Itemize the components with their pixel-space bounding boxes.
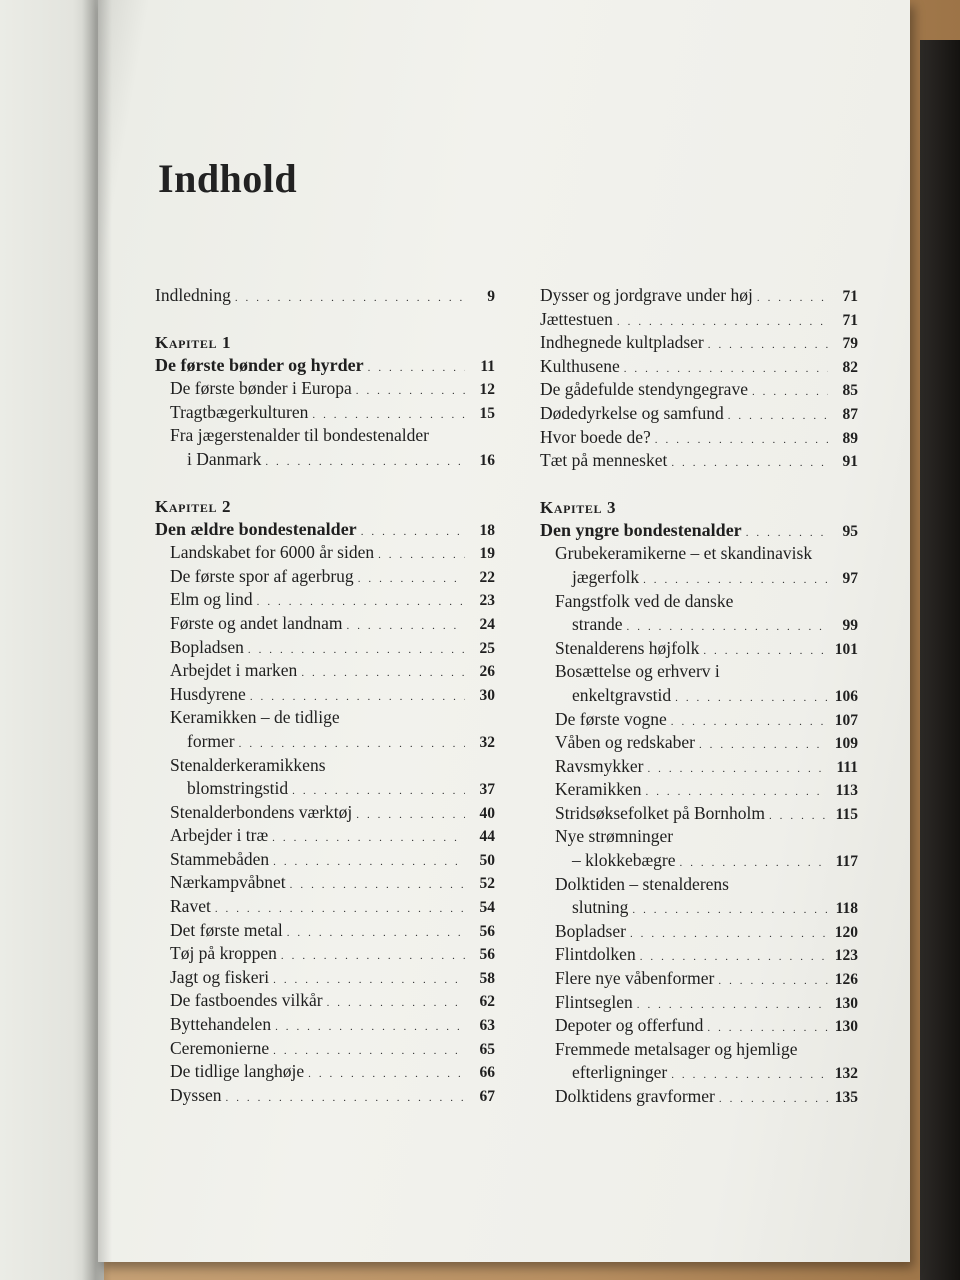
toc-entry: [155, 612, 495, 636]
toc-entry-label: Arbejdet i marken: [170, 660, 298, 681]
dot-leader: [347, 615, 465, 639]
toc-entry: [155, 824, 495, 848]
toc-entry-label: Bopladsen: [170, 636, 244, 657]
toc-entry: [155, 989, 495, 1013]
toc-page-number: 97: [842, 569, 858, 587]
dot-leader: [308, 1063, 465, 1087]
toc-entry: [540, 613, 858, 637]
toc-entry: [155, 895, 495, 919]
toc-entry: [155, 966, 495, 990]
dot-leader: [235, 287, 465, 311]
chapter-heading-kapitel-1: Kapitel 1: [155, 332, 232, 352]
toc-entry-label: slutning: [572, 897, 629, 918]
toc-entry: [155, 448, 495, 472]
dot-leader: [265, 451, 465, 475]
toc-entry-label: Landskabet for 6000 år siden: [170, 542, 375, 563]
toc-entry: [155, 754, 495, 778]
toc-page-number: 63: [479, 1017, 495, 1035]
toc-page-number: 87: [842, 405, 858, 423]
toc-page-number: 79: [842, 335, 858, 353]
toc-entry-label: Stenalderens højfolk: [555, 637, 700, 658]
toc-entry: [155, 659, 495, 683]
section-gap: [155, 308, 495, 332]
toc-entry-label: De første vogne: [555, 708, 667, 729]
toc-entry-label: former: [187, 730, 235, 751]
toc-page-number: 25: [479, 639, 495, 657]
toc-entry-label: Tæt på mennesket: [540, 450, 668, 471]
toc-entry: [155, 424, 495, 448]
section-gap: [540, 473, 858, 497]
toc-entry-label: Ceremonierne: [170, 1037, 270, 1058]
toc-page-number: 67: [479, 1087, 495, 1105]
toc-page-number: 11: [480, 357, 495, 375]
toc-entry: [540, 378, 858, 402]
toc-entry: [155, 377, 495, 401]
toc-entry-label: Den yngre bondestenalder: [540, 519, 742, 540]
toc-entry: [540, 637, 858, 661]
toc-entry-label: enkeltgravstid: [572, 684, 672, 705]
dot-leader: [290, 874, 465, 898]
toc-entry-label: Kulthusene: [540, 355, 620, 376]
toc-entry-label: Den ældre bondestenalder: [155, 518, 357, 539]
toc-page-number: 18: [479, 521, 495, 539]
toc-entry-label: Ravsmykker: [555, 755, 644, 776]
toc-page-number: 115: [835, 805, 858, 823]
toc-entry-label: Bosættelse og erhverv i: [555, 661, 720, 682]
toc-entry: [155, 588, 495, 612]
toc-entry-label: Hvor boede de?: [540, 426, 651, 447]
toc-page-number: 44: [479, 828, 495, 846]
toc-page-number: 91: [842, 453, 858, 471]
toc-entry: [540, 731, 858, 755]
toc-page-number: 117: [835, 853, 858, 871]
toc-page-number: 65: [479, 1040, 495, 1058]
toc-page-number: 71: [842, 311, 858, 329]
toc-entry-label: Arbejder i træ: [170, 825, 269, 846]
dot-leader: [361, 521, 465, 545]
dot-leader: [699, 734, 828, 758]
toc-entry-label: Nærkampvåbnet: [170, 872, 286, 893]
toc-entry-label: Tragtbægerkulturen: [170, 401, 309, 422]
dot-leader: [671, 452, 828, 476]
dot-leader: [675, 687, 828, 711]
dot-leader: [752, 381, 828, 405]
dot-leader: [718, 970, 828, 994]
toc-entry-label: De første bønder i Europa: [170, 378, 352, 399]
chapter-heading-kapitel-3: Kapitel 3: [540, 497, 617, 517]
toc-page-number: 132: [834, 1065, 858, 1083]
toc-page-number: 19: [479, 545, 495, 563]
toc-page-number: 56: [479, 946, 495, 964]
dot-leader: [273, 851, 465, 875]
toc-entry-label: Stenalderkeramikkens: [170, 754, 326, 775]
toc-page-number: 106: [834, 687, 858, 705]
toc-entry: [540, 778, 858, 802]
page-title: Indhold: [158, 155, 298, 201]
toc-page-number: 109: [834, 735, 858, 753]
toc-page-number: 50: [479, 851, 495, 869]
toc-entry-label: Byttehandelen: [170, 1014, 272, 1035]
toc-entry-label: De fastboendes vilkår: [170, 990, 323, 1011]
toc-entry: [540, 590, 858, 614]
toc-page-number: 16: [479, 451, 495, 469]
toc-entry-label: Grubekeramikerne – et skandinavisk: [555, 543, 813, 564]
toc-entry-label: Keramikken – de tidlige: [170, 707, 340, 728]
toc-chapter-title: [540, 519, 858, 543]
toc-entry: [540, 920, 858, 944]
toc-chapter-title: [155, 354, 495, 378]
dot-leader: [356, 380, 465, 404]
toc-page-number: 30: [479, 686, 495, 704]
toc-page-number: 40: [479, 804, 495, 822]
toc-entry-label: Dolktiden – stenalderens: [555, 873, 729, 894]
toc-entry-label: blomstringstid: [187, 778, 289, 799]
toc-entry-label: Dysser og jordgrave under høj: [540, 285, 753, 305]
toc-entry-label: De første spor af agerbrug: [170, 565, 354, 586]
dot-leader: [757, 287, 828, 311]
toc-entry-label: i Danmark: [187, 448, 262, 469]
toc-page-number: 54: [479, 899, 495, 917]
toc-page-number: 22: [479, 568, 495, 586]
dot-leader: [708, 334, 828, 358]
toc-page-number: 111: [836, 758, 858, 776]
dot-leader: [378, 544, 465, 568]
toc-entry-label: – klokkebægre: [572, 850, 676, 871]
dot-leader: [719, 1088, 828, 1112]
dot-leader: [630, 923, 828, 947]
toc-entry: [155, 541, 495, 565]
toc-entry: [540, 402, 858, 426]
toc-entry: [540, 1085, 858, 1109]
toc-entry-label: Dolktidens gravformer: [555, 1086, 715, 1106]
toc-page-number: 130: [834, 1018, 858, 1036]
toc-entry: [540, 331, 858, 355]
toc-entry: [155, 848, 495, 872]
toc-entry-label: Fremmede metalsager og hjemlige: [555, 1038, 798, 1059]
toc-entry: [540, 542, 858, 566]
dot-leader: [769, 805, 828, 829]
toc-entry: [540, 943, 858, 967]
toc-column-right: [540, 284, 858, 1109]
toc-page-number: 82: [842, 358, 858, 376]
toc-page-number: 101: [834, 640, 858, 658]
toc-entry: [540, 991, 858, 1015]
toc-page-number: 58: [479, 969, 495, 987]
toc-entry-label: Flintseglen: [555, 991, 633, 1012]
toc-entry-label: Jættestuen: [540, 308, 613, 329]
book-cover-edge: [920, 40, 960, 1280]
toc-entry: [540, 449, 858, 473]
toc-entry: [155, 942, 495, 966]
toc-entry: [540, 1038, 858, 1062]
toc-entry: [540, 896, 858, 920]
dot-leader: [226, 1087, 465, 1111]
dot-leader: [703, 640, 828, 664]
toc-entry: [540, 1014, 858, 1038]
toc-page-number: 89: [842, 429, 858, 447]
toc-entry-label: Nye strømninger: [555, 826, 674, 847]
toc-entry-label: Første og andet landnam: [170, 612, 343, 633]
toc-page-number: 15: [479, 404, 495, 422]
dot-leader: [327, 992, 465, 1016]
toc-entry-label: Våben og redskaber: [555, 732, 695, 753]
toc-entry-label: jægerfolk: [572, 566, 640, 587]
toc-entry-label: Bopladser: [555, 920, 626, 941]
toc-entry-label: Stammebåden: [170, 848, 270, 869]
toc-page-number: 120: [834, 923, 858, 941]
toc-page-number: 23: [479, 592, 495, 610]
dot-leader: [368, 357, 465, 381]
toc-entry-label: Depoter og offerfund: [555, 1015, 704, 1036]
toc-entry-label: Dødedyrkelse og samfund: [540, 402, 724, 423]
toc-page-number: 62: [479, 993, 495, 1011]
toc-entry-label: Tøj på kroppen: [170, 943, 277, 964]
toc-page-number: 56: [479, 922, 495, 940]
toc-entry: [540, 660, 858, 684]
dot-leader: [655, 429, 828, 453]
toc-chapter-title: [155, 518, 495, 542]
toc-entry: [540, 802, 858, 826]
chapter-heading-kapitel-2: Kapitel 2: [155, 496, 232, 516]
toc-entry-label: Husdyrene: [170, 683, 246, 704]
toc-entry: [155, 706, 495, 730]
dot-leader: [647, 758, 828, 782]
toc-entry: [155, 1013, 495, 1037]
toc-entry: [155, 284, 495, 308]
toc-page-number: 24: [479, 615, 495, 633]
book-gutter-shadow: [82, 0, 112, 1280]
toc-entry: [155, 1060, 495, 1084]
toc-page-number: 99: [842, 617, 858, 635]
toc-entry: [155, 1037, 495, 1061]
toc-entry: [540, 308, 858, 332]
dot-leader: [728, 405, 828, 429]
toc-entry: [155, 565, 495, 589]
toc-entry-label: De tidlige langhøje: [170, 1061, 305, 1082]
toc-entry-label: Flere nye våbenformer: [555, 968, 715, 989]
toc-page-number: 130: [834, 994, 858, 1012]
toc-page-number: 52: [479, 875, 495, 893]
toc-entry: [540, 755, 858, 779]
toc-entry: [155, 401, 495, 425]
toc-page-number: 32: [479, 733, 495, 751]
toc-entry-label: De første bønder og hyrder: [155, 354, 364, 375]
toc-page-number: 85: [842, 382, 858, 400]
toc-entry-label: Keramikken: [555, 779, 642, 800]
toc-entry: [540, 967, 858, 991]
toc-entry-label: Flintdolken: [555, 944, 636, 965]
toc-entry-label: Ravet: [170, 896, 211, 917]
toc-entry: [155, 1084, 495, 1108]
toc-column-left: [155, 284, 495, 1107]
toc-entry: [540, 849, 858, 873]
toc-entry-label: Indledning: [155, 285, 231, 305]
toc-page-number: 95: [842, 522, 858, 540]
toc-page-number: 113: [835, 782, 858, 800]
dot-leader: [632, 899, 828, 923]
dot-leader: [281, 945, 465, 969]
toc-entry: [155, 683, 495, 707]
toc-entry: [155, 801, 495, 825]
toc-entry-label: Jagt og fiskeri: [170, 966, 270, 987]
toc-entry: [540, 684, 858, 708]
toc-page-number: 37: [479, 781, 495, 799]
toc-entry-label: Fangstfolk ved de danske: [555, 590, 734, 611]
section-gap: [155, 472, 495, 496]
toc-entry: [540, 825, 858, 849]
dot-leader: [272, 827, 465, 851]
toc-page-number: 66: [479, 1064, 495, 1082]
toc-page-number: 123: [834, 947, 858, 965]
toc-entry: [540, 566, 858, 590]
toc-entry: [155, 730, 495, 754]
dot-leader: [301, 662, 465, 686]
toc-page-number: 118: [835, 900, 858, 918]
toc-entry: [540, 873, 858, 897]
toc-entry-label: Elm og lind: [170, 589, 253, 610]
toc-entry: [155, 636, 495, 660]
toc-entry: [155, 777, 495, 801]
toc-page-number: 135: [834, 1089, 858, 1106]
toc-entry-label: De gådefulde stendyngegrave: [540, 379, 748, 400]
toc-page-number: 126: [834, 971, 858, 989]
toc-page-number: 26: [479, 663, 495, 681]
toc-entry-label: strande: [572, 614, 623, 635]
toc-page-number: 107: [834, 711, 858, 729]
toc-entry-label: Det første metal: [170, 919, 283, 940]
toc-entry: [155, 871, 495, 895]
dot-leader: [287, 922, 465, 946]
dot-leader: [358, 568, 465, 592]
toc-page-number: 12: [479, 381, 495, 399]
toc-entry: [540, 708, 858, 732]
toc-entry-label: Stenalderbondens værktøj: [170, 801, 353, 822]
dot-leader: [275, 1016, 465, 1040]
toc-entry-label: Stridsøksefolket på Bornholm: [555, 802, 765, 823]
toc-page-number: 71: [842, 288, 858, 305]
toc-page-number: 9: [487, 288, 495, 305]
toc-entry-label: Dyssen: [170, 1084, 222, 1105]
toc-entry: [540, 284, 858, 308]
dot-leader: [356, 804, 465, 828]
toc-entry-label: Fra jægerstenalder til bondestenalder: [170, 425, 430, 446]
toc-entry: [540, 355, 858, 379]
toc-entry: [155, 919, 495, 943]
toc-entry: [540, 1061, 858, 1085]
toc-entry-label: efterligninger: [572, 1062, 668, 1083]
toc-entry-label: Indhegnede kultpladser: [540, 332, 704, 353]
toc-entry: [540, 426, 858, 450]
